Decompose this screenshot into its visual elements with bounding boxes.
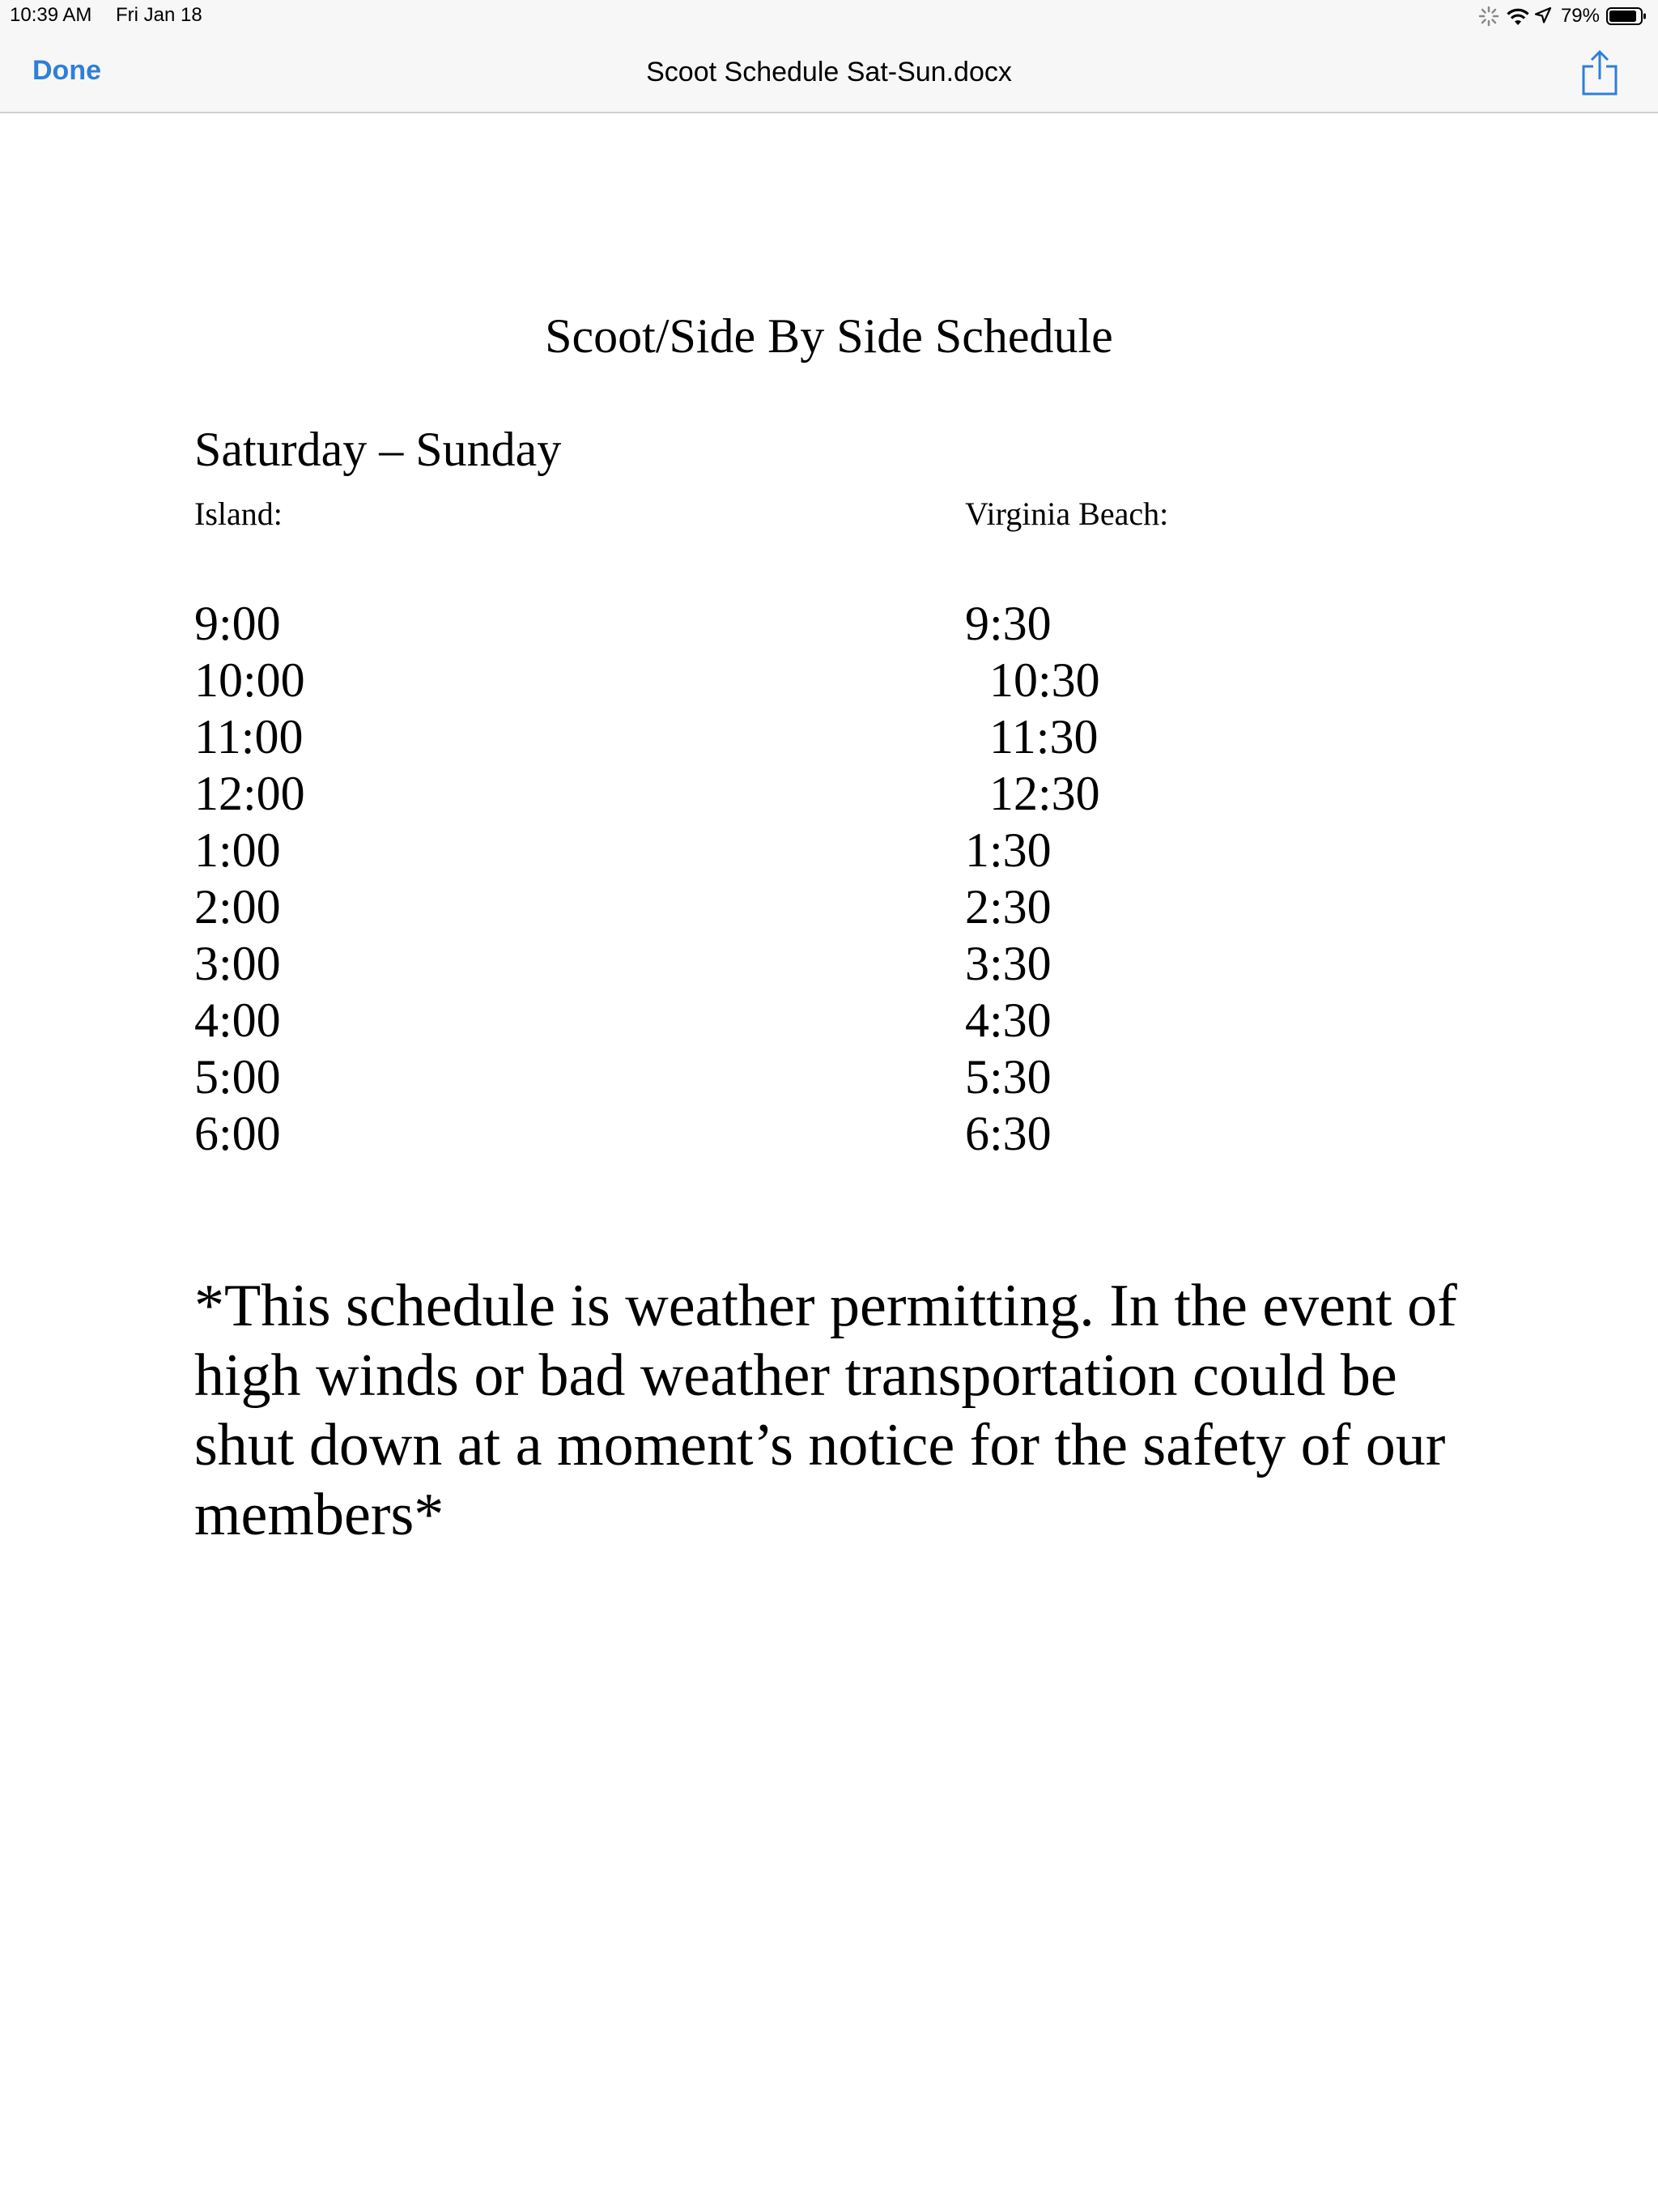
virginia-beach-time: 1:30 [965,823,1052,877]
virginia-beach-time: 5:30 [965,1050,1052,1104]
days-heading: Saturday – Sunday [194,423,562,476]
island-time: 11:00 [194,710,304,764]
island-time: 10:00 [194,653,305,707]
navigation-bar [0,32,1658,113]
island-time: 3:00 [194,937,281,990]
virginia-beach-time: 4:30 [965,993,1052,1047]
virginia-beach-time: 11:30 [989,710,1099,764]
document-content[interactable] [0,113,1658,2212]
virginia-beach-label: Virginia Beach: [965,496,1169,532]
island-time: 1:00 [194,823,281,877]
virginia-beach-times [965,595,1100,1162]
island-label: Island: [194,496,283,532]
status-icons [1472,3,1647,29]
share-button[interactable] [1575,49,1624,97]
island-time: 5:00 [194,1050,281,1104]
share-icon [1575,87,1624,100]
battery-percentage: 79% [1560,5,1600,27]
island-time: 9:00 [194,597,281,650]
schedule-heading: Scoot/Side By Side Schedule [545,309,1113,363]
battery-icon [1606,6,1647,26]
status-date: Fri Jan 18 [116,4,202,26]
done-button[interactable]: Done [32,55,101,86]
status-bar [0,0,1658,32]
wifi-icon [1506,6,1527,27]
virginia-beach-time: 9:30 [965,597,1052,650]
virginia-beach-time: 2:30 [965,880,1052,934]
virginia-beach-time: 12:30 [989,767,1100,820]
island-times [194,595,305,1162]
island-time: 4:00 [194,993,281,1047]
island-time: 2:00 [194,880,281,934]
weather-disclaimer: *This schedule is weather permitting. In the event of high winds or bad weather transportation could be shut down at a moment’s notice for the safety of our members* [194,1273,1457,1548]
activity-spinner-icon [1478,6,1499,27]
location-arrow-icon [1533,6,1554,27]
virginia-beach-time: 3:30 [965,937,1052,990]
island-time: 12:00 [194,767,305,820]
status-time: 10:39 AM [10,4,92,26]
virginia-beach-time: 10:30 [989,653,1100,707]
document-title: Scoot Schedule Sat-Sun.docx [646,57,1012,87]
virginia-beach-time: 6:30 [965,1107,1052,1160]
island-time: 6:00 [194,1107,281,1160]
